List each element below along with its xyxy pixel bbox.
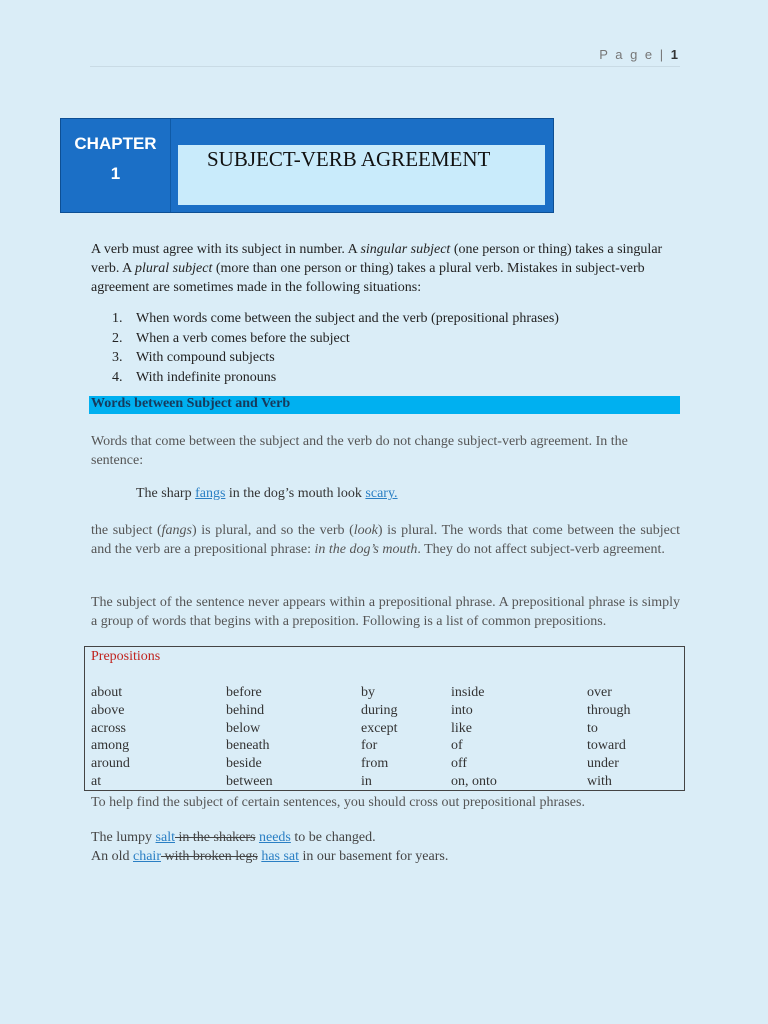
prepositions-column: inside into like of off on, onto [451, 685, 497, 789]
situations-list [112, 309, 559, 387]
paragraph-explanation: the subject (fangs) is plural, and so the verb (look) is plural. The words that come between the subject and the verb are a prepositional phrase: in the dog’s mouth. They do not affect subject-verb agreement. [91, 523, 680, 557]
verb-link[interactable]: scary. [365, 486, 398, 501]
chapter-title-box [178, 145, 545, 205]
crossed-out-phrase: with broken legs [160, 849, 258, 864]
example-sentence: The sharp fangs in the dog’s mouth look scary. [136, 486, 398, 501]
page-header [90, 46, 680, 67]
list-item: 3. With compound subjects [112, 350, 275, 365]
chapter-title: SUBJECT-VERB AGREEMENT [207, 147, 491, 171]
paragraph-cross-out: To help find the subject of certain sentences, you should cross out prepositional phrases. [91, 795, 585, 810]
section-heading-bar [89, 396, 680, 414]
intro-paragraph: A verb must agree with its subject in number. A singular subject (one person or thing) takes a singular verb. A plural subject (more than one person or thing) takes a plural verb. Mistakes in subject-verb agreement are sometimes made in the following situations: [91, 242, 663, 295]
prepositions-column: about above across among around at [91, 685, 130, 789]
page-label: P a g e | [599, 47, 666, 62]
paragraph-words-between: Words that come between the subject and the verb do not change subject-verb agreement. In the sentence: [91, 434, 628, 468]
subject-link[interactable]: chair [133, 849, 161, 864]
prepositions-title: Prepositions [91, 649, 161, 664]
chapter-word: CHAPTER [74, 134, 157, 153]
list-item: 2. When a verb comes before the subject [112, 330, 350, 346]
cross-out-examples [91, 828, 448, 866]
example-sentence: The lumpy salt in the shakers needs to be changed. [91, 830, 376, 845]
crossed-out-phrase: in the shakers [175, 830, 256, 845]
verb-link[interactable]: needs [258, 830, 291, 845]
page-number [599, 47, 678, 62]
prepositions-table [84, 646, 685, 791]
singular-subject-term: singular subject [360, 242, 451, 257]
verb-link[interactable]: has sat [261, 849, 300, 864]
chapter-label [61, 119, 171, 212]
list-item: 4. With indefinite pronouns [112, 369, 277, 385]
prepositions-column: before behind below beneath beside between [226, 685, 273, 789]
page-number-value: 1 [670, 47, 678, 62]
chapter-banner [60, 118, 554, 213]
prepositions-column: by during except for from in [361, 685, 398, 789]
subject-link[interactable]: fangs [195, 486, 226, 501]
subject-link[interactable]: salt [155, 830, 175, 845]
list-item: 1. When words come between the subject and the verb (prepositional phrases) [112, 311, 559, 326]
section-heading: Words between Subject and Verb [91, 396, 291, 411]
chapter-number: 1 [110, 164, 121, 183]
prepositions-column: over through to toward under with [587, 685, 631, 789]
plural-subject-term: plural subject [134, 261, 213, 276]
paragraph-prepositional-phrase: The subject of the sentence never appears within a prepositional phrase. A prepositional phrase is simply a group of words that begins with a preposition. Following is a list of common prepositions. [91, 595, 680, 629]
example-sentence: An old chair with broken legs has sat in our basement for years. [91, 849, 449, 864]
